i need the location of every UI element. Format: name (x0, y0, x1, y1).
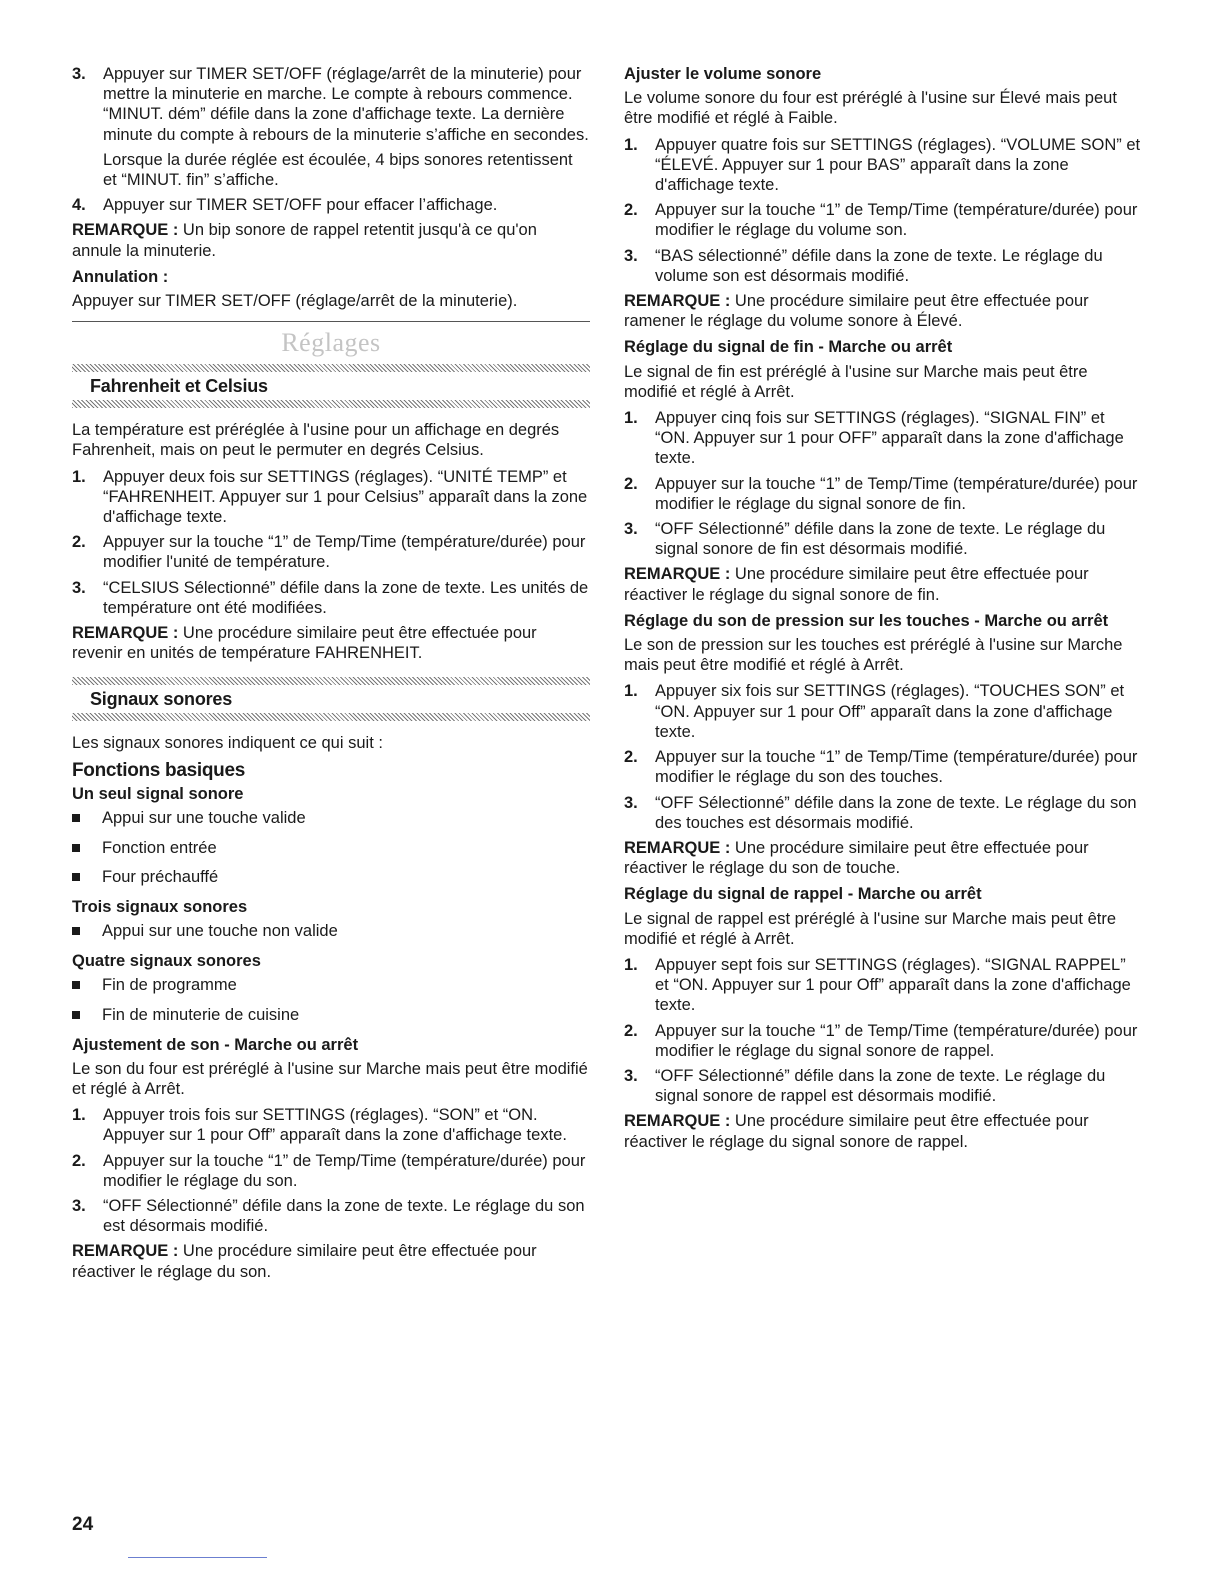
step-text: “OFF Sélectionné” défile dans la zone de texte. Le réglage du signal sonore de rappel est désormais modifié. (655, 1066, 1106, 1106)
step-number: 1. (72, 467, 86, 486)
son-heading: Ajustement de son - Marche ou arrêt (72, 1035, 359, 1054)
list-item: Appui sur une touche non valide (72, 921, 590, 941)
step-number: 3. (624, 246, 638, 265)
step-text: Appuyer sur la touche “1” de Temp/Time (température/durée) pour modifier le réglage du signal sonore de rappel. (655, 1021, 1138, 1060)
volume-intro: Le volume sonore du four est préréglé à l'usine sur Élevé mais peut être modifié et réglé à Faible. (624, 89, 1117, 128)
step-number: 1. (624, 409, 638, 428)
step-text: “OFF Sélectionné” défile dans la zone de texte. Le réglage du son est désormais modifié. (103, 1196, 585, 1236)
step-text: “CELSIUS Sélectionné” défile dans la zone de texte. Les unités de température ont été modifiées. (103, 578, 589, 617)
note-text: Une procédure similaire peut être effectuée pour revenir en unités de température FAHRENHEIT. (72, 624, 537, 663)
fahrenheit-step-3 (72, 578, 590, 618)
step-number: 2. (72, 1151, 86, 1170)
four-signal-list (72, 975, 590, 1025)
step-text: “BAS sélectionné” défile dans la zone de texte. Le réglage du volume son est désormais modifié. (655, 246, 1103, 285)
rappel-step-3 (624, 1066, 1142, 1106)
son-step-1 (72, 1105, 590, 1145)
son-step-2 (72, 1151, 590, 1191)
note-text: Un bip sonore de rappel retentit jusqu'à ce qu'on annule la minuterie. (72, 221, 537, 260)
section-divider (72, 321, 590, 322)
signaux-band (72, 677, 590, 721)
note-text: Une procédure similaire peut être effectuée pour réactiver le réglage du signal sonore de rappel. (624, 1112, 1089, 1151)
list-item: Fin de minuterie de cuisine (72, 1005, 590, 1025)
step-text: Appuyer deux fois sur SETTINGS (réglages). “UNITÉ TEMP” et “FAHRENHEIT. Appuyer sur 1 pour Celsius” apparaît dans la zone d'affichage texte. (103, 467, 588, 527)
step-text: Appuyer sur TIMER SET/OFF (réglage/arrêt de la minuterie) pour mettre la minuterie en marche. Le compte à rebours commence. “MINUT. dém” défile dans la zone d'affichage texte. La dernière minute du compte à rebours de la minuterie s’affiche en secondes. (103, 65, 589, 144)
timer-step-4 (72, 195, 590, 215)
step-number: 2. (624, 1021, 638, 1040)
touches-step-3 (624, 793, 1142, 833)
hatch-bottom (72, 713, 590, 721)
fahrenheit-intro: La température est préréglée à l'usine pour un affichage en degrés Fahrenheit, mais on peut le permuter en degrés Celsius. (72, 421, 560, 460)
step-text: Appuyer sept fois sur SETTINGS (réglages). “SIGNAL RAPPEL” et “ON. Appuyer sur 1 pour Off” apparaît dans la zone d'affichage texte. (655, 955, 1131, 1015)
step-number: 1. (624, 682, 638, 701)
left-column (72, 64, 590, 1288)
right-column (624, 64, 1142, 1158)
touches-steps (624, 681, 1142, 832)
signaux-intro: Les signaux sonores indiquent ce qui suit : (72, 734, 383, 753)
step-text: “OFF Sélectionné” défile dans la zone de texte. Le réglage du signal sonore de fin est désormais modifié. (655, 520, 1106, 559)
annulation-heading: Annulation : (72, 267, 169, 286)
note-label: REMARQUE : (624, 1112, 731, 1131)
note-label: REMARQUE : (72, 624, 179, 643)
touches-note (624, 838, 1142, 878)
step-continuation: Lorsque la durée réglée est écoulée, 4 bips sonores retentissent et “MINUT. fin” s’affiche. (103, 150, 573, 190)
step-text: Appuyer cinq fois sur SETTINGS (réglages). “SIGNAL FIN” et “ON. Appuyer sur 1 pour OFF” apparaît dans la zone d'affichage texte. (655, 409, 1124, 468)
step-number: 2. (72, 533, 86, 552)
timer-step-3 (72, 64, 590, 190)
touches-step-1 (624, 681, 1142, 742)
note-label: REMARQUE : (72, 221, 179, 240)
three-signal-heading: Trois signaux sonores (72, 897, 248, 916)
volume-step-1 (624, 135, 1142, 196)
list-item: Fonction entrée (72, 838, 590, 858)
list-item: Appui sur une touche valide (72, 808, 590, 828)
step-number: 1. (72, 1106, 86, 1125)
fonctions-heading: Fonctions basiques (72, 759, 246, 781)
rappel-step-2 (624, 1021, 1142, 1061)
single-signal-list (72, 808, 590, 888)
step-number: 3. (624, 793, 638, 812)
rappel-steps (624, 955, 1142, 1106)
rappel-heading: Réglage du signal de rappel - Marche ou arrêt (624, 885, 982, 904)
fahrenheit-band (72, 364, 590, 408)
page-number: 24 (72, 1514, 94, 1535)
hatch-bottom (72, 400, 590, 408)
annulation-text: Appuyer sur TIMER SET/OFF (réglage/arrêt de la minuterie). (72, 292, 518, 311)
note-text: Une procédure similaire peut être effectuée pour ramener le réglage du volume sonore à Élevé. (624, 292, 1089, 331)
step-number: 3. (72, 65, 86, 83)
timer-steps (72, 64, 590, 215)
note-label: REMARQUE : (624, 838, 731, 857)
step-text: Appuyer sur la touche “1” de Temp/Time (température/durée) pour modifier le réglage du signal sonore de fin. (655, 474, 1138, 513)
step-text: Appuyer sur la touche “1” de Temp/Time (température/durée) pour modifier le réglage du son des touches. (655, 748, 1138, 787)
rappel-step-1 (624, 955, 1142, 1016)
note-text: Une procédure similaire peut être effectuée pour réactiver le réglage du signal sonore de fin. (624, 565, 1089, 604)
fin-heading: Réglage du signal de fin - Marche ou arrêt (624, 338, 953, 357)
touches-heading: Réglage du son de pression sur les touches - Marche ou arrêt (624, 611, 1109, 630)
note-text: Une procédure similaire peut être effectuée pour réactiver le réglage du son. (72, 1242, 537, 1281)
fahrenheit-note (72, 623, 590, 663)
rappel-note (624, 1111, 1142, 1151)
fahrenheit-step-1 (72, 467, 590, 528)
three-signal-list (72, 921, 590, 941)
hatch-top (72, 677, 590, 685)
touches-step-2 (624, 747, 1142, 787)
four-signal-heading: Quatre signaux sonores (72, 951, 261, 970)
fin-note (624, 564, 1142, 604)
step-number: 1. (624, 135, 638, 154)
step-text: Appuyer six fois sur SETTINGS (réglages). “TOUCHES SON” et “ON. Appuyer sur 1 pour Off” apparaît dans la zone d'affichage texte. (655, 682, 1125, 741)
step-text: “OFF Sélectionné” défile dans la zone de texte. Le réglage du son des touches est désormais modifié. (655, 793, 1137, 832)
fin-step-2 (624, 474, 1142, 514)
fin-steps (624, 408, 1142, 559)
fahrenheit-step-2 (72, 532, 590, 572)
volume-heading: Ajuster le volume sonore (624, 65, 822, 83)
note-label: REMARQUE : (624, 292, 731, 311)
single-signal-heading: Un seul signal sonore (72, 784, 244, 803)
touches-intro: Le son de pression sur les touches est préréglé à l'usine sur Marche mais peut être modifié et réglé à Arrêt. (624, 636, 1123, 675)
son-step-3 (72, 1196, 590, 1236)
signaux-heading: Signaux sonores (90, 689, 233, 710)
step-number: 3. (72, 1196, 86, 1215)
step-number: 1. (624, 955, 638, 974)
step-text: Appuyer sur la touche “1” de Temp/Time (température/durée) pour modifier le réglage du volume son. (655, 201, 1138, 240)
fahrenheit-steps (72, 467, 590, 618)
step-text: Appuyer sur TIMER SET/OFF pour effacer l’affichage. (103, 196, 498, 215)
step-number: 2. (624, 474, 638, 493)
rappel-intro: Le signal de rappel est préréglé à l'usine sur Marche mais peut être modifié et réglé à Arrêt. (624, 909, 1117, 948)
step-text: Appuyer quatre fois sur SETTINGS (réglages). “VOLUME SON” et “ÉLEVÉ. Appuyer sur 1 pour BAS” apparaît dans la zone d'affichage texte. (655, 135, 1141, 195)
son-steps (72, 1105, 590, 1236)
step-number: 4. (72, 196, 86, 215)
step-number: 3. (624, 520, 638, 539)
step-text: Appuyer sur la touche “1” de Temp/Time (température/durée) pour modifier l'unité de température. (103, 533, 586, 572)
section-title: Réglages (281, 328, 381, 358)
volume-step-3 (624, 246, 1142, 286)
step-text: Appuyer trois fois sur SETTINGS (réglages). “SON” et “ON. Appuyer sur 1 pour Off” apparaît dans la zone d'affichage texte. (103, 1106, 567, 1145)
step-number: 3. (72, 578, 86, 597)
hatch-top (72, 364, 590, 372)
fahrenheit-heading: Fahrenheit et Celsius (90, 376, 268, 397)
fin-step-1 (624, 408, 1142, 469)
step-number: 2. (624, 201, 638, 220)
list-item: Four préchauffé (72, 867, 590, 887)
fin-intro: Le signal de fin est préréglé à l'usine sur Marche mais peut être modifié et réglé à Arrêt. (624, 362, 1088, 401)
timer-note (72, 220, 590, 260)
fin-step-3 (624, 519, 1142, 559)
volume-steps (624, 135, 1142, 286)
footer-line (128, 1557, 267, 1558)
list-item: Fin de programme (72, 975, 590, 995)
note-label: REMARQUE : (624, 565, 731, 584)
step-number: 3. (624, 1066, 638, 1085)
step-number: 2. (624, 748, 638, 767)
son-note (72, 1241, 590, 1281)
note-text: Une procédure similaire peut être effectuée pour réactiver le réglage du son de touche. (624, 838, 1089, 878)
step-text: Appuyer sur la touche “1” de Temp/Time (température/durée) pour modifier le réglage du son. (103, 1151, 586, 1190)
son-intro: Le son du four est préréglé à l'usine sur Marche mais peut être modifié et réglé à Arrêt. (72, 1059, 588, 1098)
volume-step-2 (624, 200, 1142, 240)
volume-note (624, 291, 1142, 331)
note-label: REMARQUE : (72, 1242, 179, 1261)
